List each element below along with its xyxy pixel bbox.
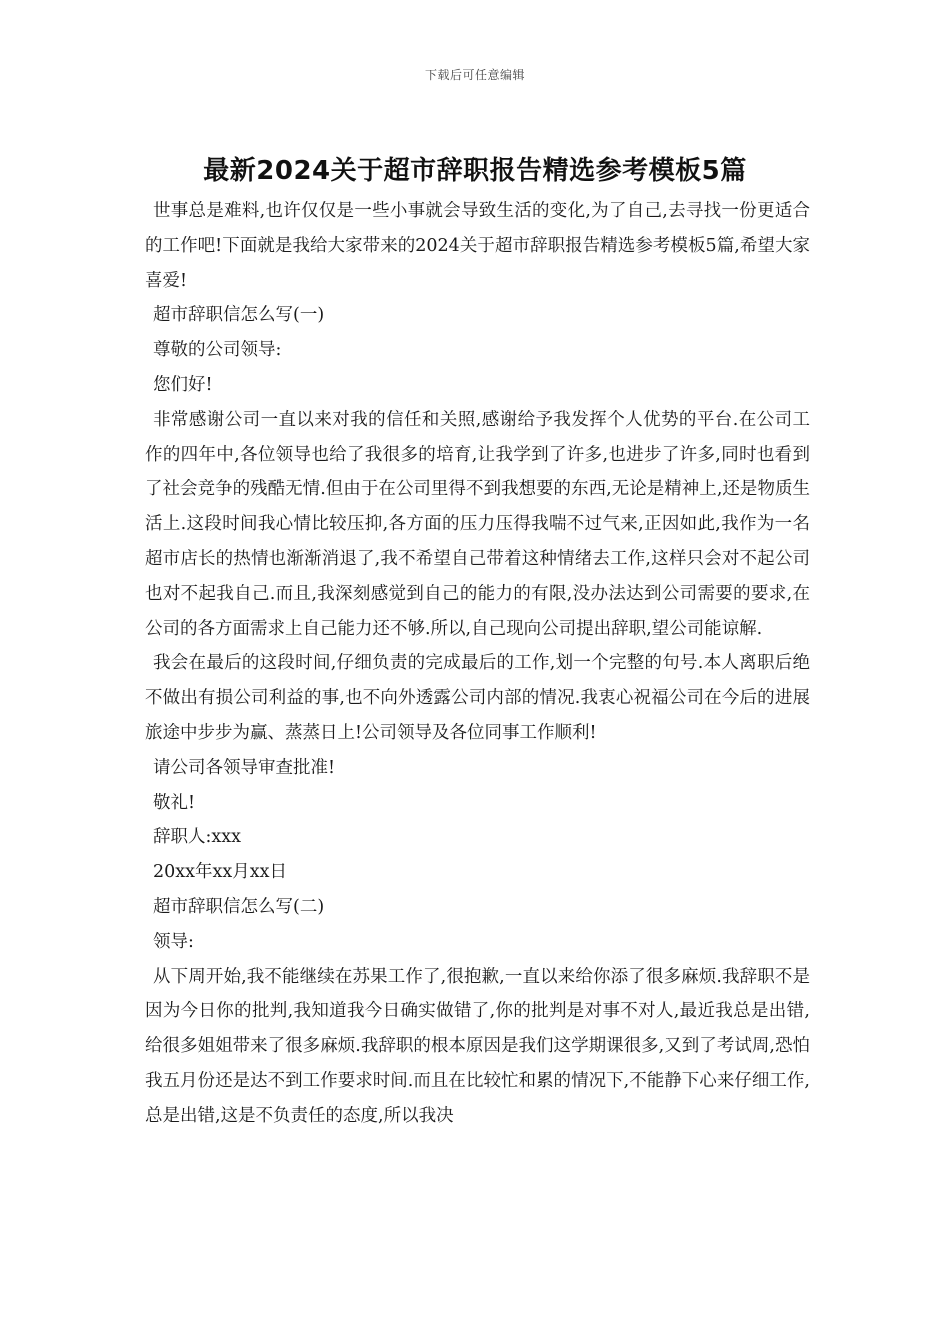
body-paragraph: 我会在最后的这段时间,仔细负责的完成最后的工作,划一个完整的句号.本人离职后绝不做出有损公司利益的事,也不向外透露公司内部的情况.我衷心祝福公司在今后的进展旅途中步步为赢、蒸蒸日上!公司领导及各位同事工作顺利!: [145, 653, 810, 743]
salutation: 尊敬的公司领导:: [153, 340, 282, 361]
section-heading-1: 超市辞职信怎么写(一): [153, 305, 325, 326]
intro-paragraph: 世事总是难料,也许仅仅是一些小事就会导致生活的变化,为了自己,去寻找一份更适合的工作吧!下面就是我给大家带来的2024关于超市辞职报告精选参考模板5篇,希望大家喜爱!: [145, 201, 810, 291]
date-line: 20xx年xx月xx日: [153, 862, 287, 883]
salutation: 领导:: [153, 931, 194, 952]
document-title: 最新2024关于超市辞职报告精选参考模板5篇: [203, 156, 747, 186]
document-body: [145, 194, 810, 1134]
signature-line: 辞职人:xxx: [153, 827, 242, 848]
body-paragraph: 从下周开始,我不能继续在苏果工作了,很抱歉,一直以来给你添了很多麻烦.我辞职不是因为今日你的批判,我知道我今日确实做错了,你的批判是对事不对人,最近我总是出错,给很多姐姐带来了很多麻烦.我辞职的根本原因是我们这学期课很多,又到了考试周,恐怕我五月份还是达不到工作要求时间.而且在比较忙和累的情况下,不能静下心来仔细工作,总是出错,这是不负责任的态度,所以我决: [145, 966, 810, 1126]
body-paragraph: 非常感谢公司一直以来对我的信任和关照,感谢给予我发挥个人优势的平台.在公司工作的四年中,各位领导也给了我很多的培育,让我学到了许多,也进步了许多,同时也看到了社会竞争的残酷无情.但由于在公司里得不到我想要的东西,无论是精神上,还是物质生活上.这段时间我心情比较压抑,各方面的压力压得我喘不过气来,正因如此,我作为一名超市店长的热情也渐渐消退了,我不希望自己带着这种情绪去工作,这样只会对不起公司也对不起我自己.而且,我深刻感觉到自己的能力的有限,没办法达到公司需要的要求,在公司的各方面需求上自己能力还不够.所以,自己现向公司提出辞职,望公司能谅解.: [145, 409, 810, 639]
header-note: 下载后可任意编辑: [424, 68, 525, 82]
closing-line: 敬礼!: [153, 792, 196, 813]
greeting: 您们好!: [153, 374, 213, 395]
section-heading-2: 超市辞职信怎么写(二): [153, 896, 325, 917]
request-line: 请公司各领导审查批准!: [153, 757, 336, 778]
